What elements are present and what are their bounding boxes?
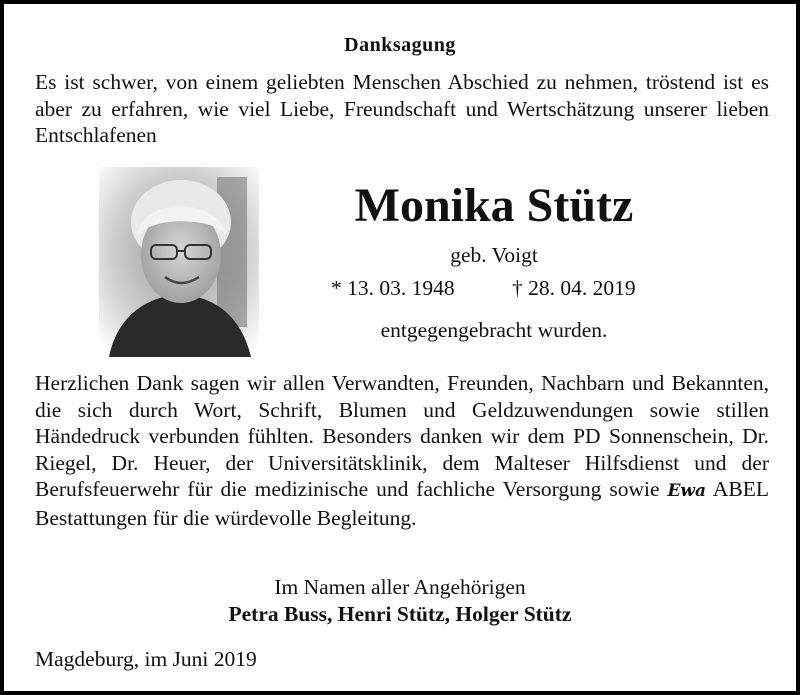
- main-text-part-1: Herzlichen Dank sagen wir allen Verwandten, Freunden, Nachbarn und Bekannten, die sich durch Wort, Schrift, Blumen und Geldzuwendungen sowie stillen Händedruck verbunden fühlten. Besonders danken wir dem PD Sonnenschein, Dr. Riegel, Dr. Heuer, der Universitätsklinik, dem Malteser Hilfsdienst und der Berufsfeuerwehr für die medizinische und fachliche Versorgung sowie: [35, 371, 769, 501]
- ewa-logo: Ewa: [667, 481, 707, 501]
- main-paragraph: [35, 370, 769, 531]
- birth-date: * 13. 03. 1948: [331, 276, 455, 300]
- deceased-name: Monika Stütz: [354, 179, 634, 232]
- signoff-label: Im Namen aller Angehörigen: [274, 575, 526, 599]
- portrait-photo: [99, 167, 259, 357]
- intro-paragraph: Es ist schwer, von einem geliebten Menschen Abschied zu nehmen, tröstend ist es aber zu erfahren, wie viel Liebe, Freundschaft und Wertschätzung unserer lieben Entschlafenen: [35, 70, 769, 147]
- place-and-date: Magdeburg, im Juni 2019: [35, 647, 257, 671]
- main-text-part-2: ABEL Bestattungen für die würdevolle Begleitung.: [35, 477, 769, 530]
- thanks-continuation: entgegengebracht wurden.: [380, 318, 608, 342]
- death-date: † 28. 04. 2019: [512, 276, 636, 300]
- signoff-names: Petra Buss, Henri Stütz, Holger Stütz: [228, 602, 572, 626]
- portrait-illustration: [99, 167, 259, 357]
- birth-name: geb. Voigt: [450, 243, 538, 267]
- notice-heading: Danksagung: [344, 34, 456, 56]
